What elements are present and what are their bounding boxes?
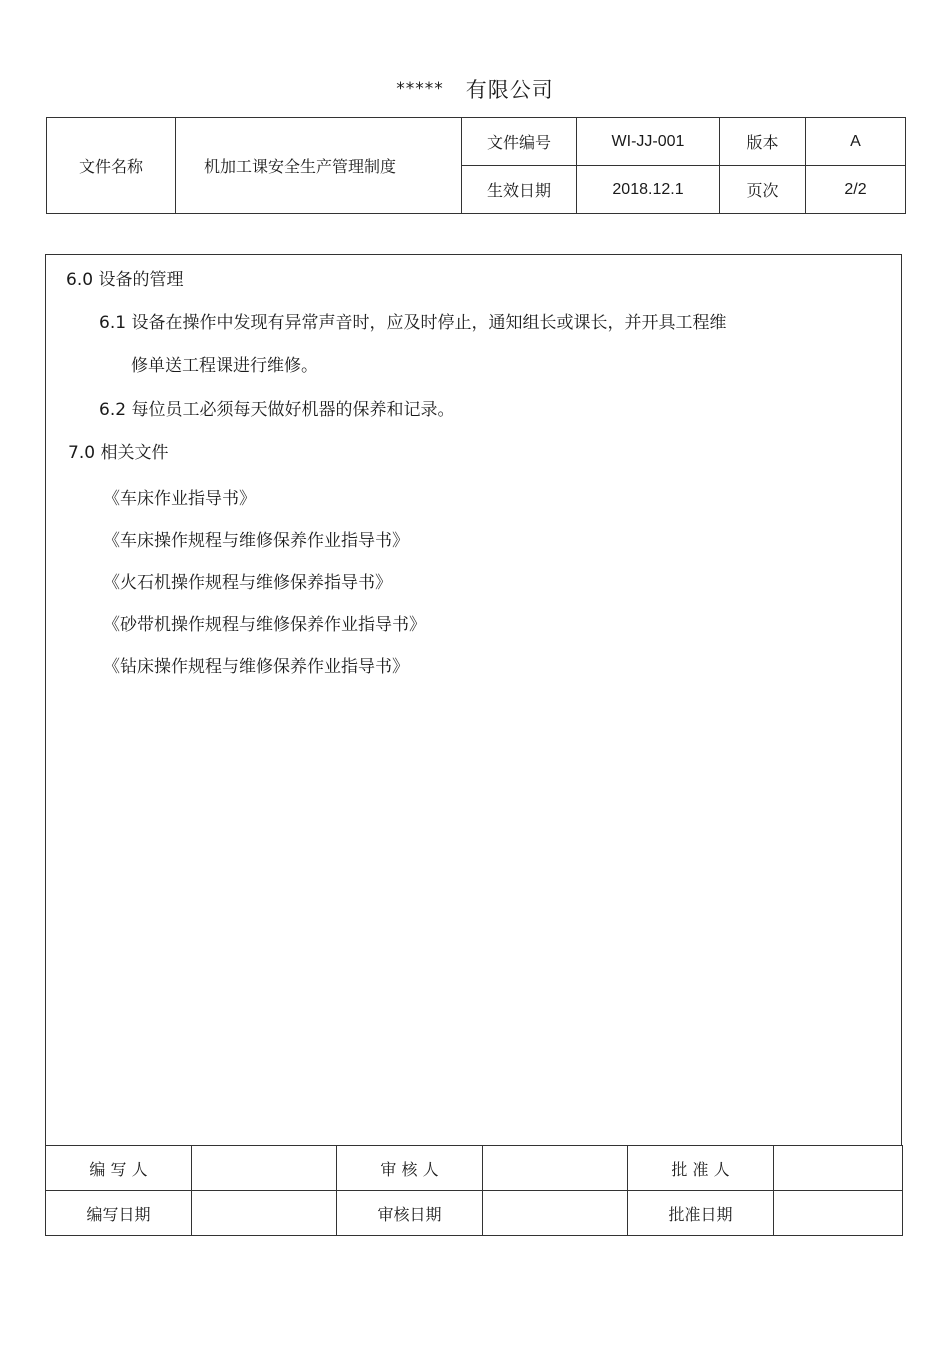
write-date-value <box>192 1191 337 1236</box>
version-label: 版本 <box>720 118 806 166</box>
effective-date-label: 生效日期 <box>462 166 577 214</box>
approve-date-value <box>774 1191 903 1236</box>
writer-value <box>192 1146 337 1191</box>
related-doc-item: 《车床操作规程与维修保养作业指导书》 <box>103 531 409 551</box>
approver-value <box>774 1146 903 1191</box>
content-box <box>45 254 902 1146</box>
file-name-label: 文件名称 <box>47 118 176 214</box>
version-value: A <box>806 118 906 166</box>
signature-table <box>45 1145 903 1236</box>
company-name: 有限公司 <box>465 78 554 102</box>
section-7-heading: 7.0 相关文件 <box>68 443 169 463</box>
file-no-label: 文件编号 <box>462 118 577 166</box>
review-date-label: 审核日期 <box>337 1191 483 1236</box>
page-value: 2/2 <box>806 166 906 214</box>
approver-label: 批 准 人 <box>628 1146 774 1191</box>
section-6-1-line-2: 修单送工程课进行维修。 <box>131 356 318 376</box>
page-label: 页次 <box>720 166 806 214</box>
file-name-value: 机加工课安全生产管理制度 <box>176 118 462 214</box>
write-date-label: 编写日期 <box>46 1191 192 1236</box>
related-doc-item: 《砂带机操作规程与维修保养作业指导书》 <box>103 615 426 635</box>
writer-label: 编 写 人 <box>46 1146 192 1191</box>
related-doc-item: 《车床作业指导书》 <box>103 489 256 509</box>
reviewer-value <box>483 1146 628 1191</box>
company-name-mask: ***** <box>396 79 444 99</box>
review-date-value <box>483 1191 628 1236</box>
approve-date-label: 批准日期 <box>628 1191 774 1236</box>
section-6-2: 6.2 每位员工必须每天做好机器的保养和记录。 <box>99 400 455 420</box>
reviewer-label: 审 核 人 <box>337 1146 483 1191</box>
effective-date-value: 2018.12.1 <box>577 166 720 214</box>
section-6-heading: 6.0 设备的管理 <box>66 270 184 290</box>
related-doc-item: 《钻床操作规程与维修保养作业指导书》 <box>103 657 409 677</box>
document-header-table <box>46 117 906 214</box>
file-no-value: WI-JJ-001 <box>577 118 720 166</box>
section-6-1-line-1: 6.1 设备在操作中发现有异常声音时，应及时停止，通知组长或课长，并开具工程维 <box>99 313 727 333</box>
company-title <box>0 74 950 104</box>
related-doc-item: 《火石机操作规程与维修保养指导书》 <box>103 573 392 593</box>
